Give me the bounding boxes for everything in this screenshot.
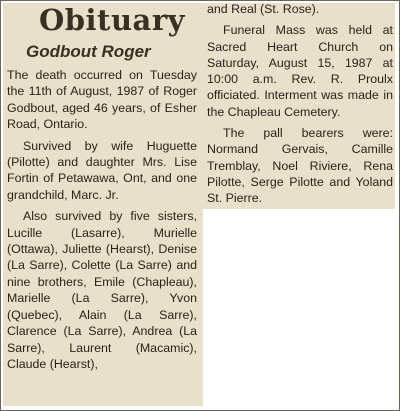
siblings-paragraph: Also survived by five sisters, Lucille (Lasarre), Murielle (Ottawa), Juliette (Hearst), Denise (La Sarre), Colette (La Sarre) and nine brothers, Emile (Chapleau), Marielle (La Sarre), Yvon (Quebec), Alain (La Sarre), Clarence (La Sarre), Andrea (La Sarre), Laurent (Macamic), Claude (Hearst), — [7, 209, 197, 371]
obituary-left-column — [7, 3, 197, 372]
funeral-mass-paragraph: Funeral Mass was held at Sacred Heart Church on Saturday, August 15, 1987 at 10:00 a.m. Rev. R. Proulx officiated. Interment was made in the Chapleau Cemetery. — [207, 23, 393, 119]
obituary-masthead: Obituary — [39, 3, 185, 37]
death-notice-paragraph: The death occurred on Tuesday the 11th of August, 1987 of Roger Godbout, aged 46 years, of Esher Road, Ontario. — [7, 68, 197, 132]
obituary-right-column — [207, 1, 393, 207]
survived-by-paragraph: Survived by wife Huguette (Pilotte) and daughter Mrs. Lise Fortin of Petawawa, Ont, and one grandchild, Marc. Jr. — [7, 138, 197, 202]
pall-bearers-paragraph: The pall bearers were: Normand Gervais, Camille Tremblay, Noel Riviere, Rena Pilotte, Serge Pilotte and Yoland St. Pierre. — [207, 126, 393, 206]
deceased-name: Godbout Roger — [26, 42, 151, 61]
siblings-continued-paragraph: and Real (St. Rose). — [207, 2, 320, 16]
